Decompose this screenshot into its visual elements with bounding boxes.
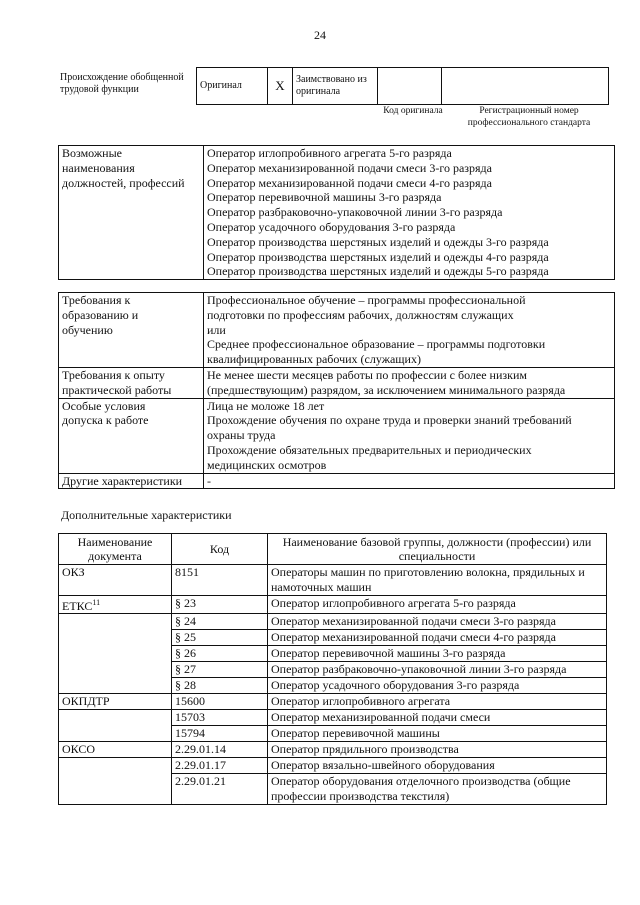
requirement-label-line: практической работы (62, 382, 172, 397)
row-name-line: намоточных машин (271, 579, 372, 594)
header-code: Код (172, 534, 268, 565)
row-doc-text: ЕТКС (62, 598, 93, 613)
row-doc (59, 774, 172, 805)
positions-table (58, 145, 615, 280)
position-item: Оператор механизированной подачи смеси 4-го разряда (207, 175, 492, 190)
additional-header-row (59, 534, 607, 565)
table-row (59, 595, 607, 614)
footnote-ref: 11 (92, 597, 101, 607)
requirement-row-special (59, 398, 615, 473)
row-doc (59, 678, 172, 694)
positions-label-line: должностей, профессий (62, 175, 185, 190)
requirement-label (59, 398, 204, 473)
row-name: Оператор механизированной подачи смеси 3-го разряда (268, 614, 607, 630)
position-item: Оператор производства шерстяных изделий и одежды 5-го разряда (207, 264, 549, 279)
table-row (59, 774, 607, 805)
row-doc (59, 630, 172, 646)
positions-label-line: наименования (62, 160, 135, 175)
requirement-value-line: квалифицированных рабочих (служащих) (207, 352, 421, 367)
row-code: 2.29.01.21 (172, 774, 268, 805)
position-item: Оператор перевивочной машины 3-го разряда (207, 190, 442, 205)
row-name: Оператор перевивочной машины (268, 726, 607, 742)
code-caption: Код оригинала (383, 106, 443, 116)
row-name: Оператор разбраковочно-упаковочной линии 3-го разряда (268, 662, 607, 678)
row-code: § 24 (172, 614, 268, 630)
row-code: § 26 (172, 646, 268, 662)
position-item: Оператор иглопробивного агрегата 5-го разряда (207, 146, 452, 160)
requirement-label-line: Требования к (62, 293, 131, 307)
borrowed-cell: Заимствовано из оригинала (293, 68, 378, 105)
row-name: Оператор вязально-швейного оборудования (268, 758, 607, 774)
table-row (59, 678, 607, 694)
requirement-value-line: (предшествующим) разрядом, за исключением минимального разряда (207, 382, 566, 397)
row-name: Оператор иглопробивного агрегата (268, 694, 607, 710)
original-mark: X (268, 68, 293, 105)
additional-title: Дополнительные характеристики (61, 508, 232, 522)
requirement-label-line: образованию и (62, 307, 139, 322)
row-doc (59, 614, 172, 630)
requirement-row-other (59, 473, 615, 489)
requirement-value-line: Прохождение обучения по охране труда и проверки знаний требований (207, 413, 572, 428)
requirement-value-line: Не менее шести месяцев работы по профессии с более низким (207, 367, 527, 382)
requirement-label (59, 293, 204, 368)
row-doc (59, 662, 172, 678)
table-row (59, 662, 607, 678)
row-doc: ОКПДТР (59, 694, 172, 710)
row-name-line: Оператор оборудования отделочного производства (общие (271, 774, 571, 789)
requirement-value-line: Лица не моложе 18 лет (207, 398, 325, 413)
row-code: 15703 (172, 710, 268, 726)
original-code-cell (378, 68, 442, 105)
requirement-row-education (59, 293, 615, 368)
requirements-table (58, 292, 615, 489)
requirement-value-line: Профессиональное обучение – программы профессиональной (207, 293, 526, 307)
requirement-value (204, 367, 615, 398)
row-name: Оператор усадочного оборудования 3-го разряда (268, 678, 607, 694)
position-item: Оператор производства шерстяных изделий и одежды 4-го разряда (207, 249, 549, 264)
row-code: 2.29.01.17 (172, 758, 268, 774)
table-row (59, 726, 607, 742)
row-code: § 25 (172, 630, 268, 646)
table-row (59, 694, 607, 710)
requirement-label-line: допуска к работе (62, 413, 149, 428)
table-row (59, 742, 607, 758)
row-name (268, 565, 607, 596)
header-doc: Наименование документа (59, 534, 172, 565)
table-row (59, 758, 607, 774)
row-code: § 27 (172, 662, 268, 678)
position-item: Оператор разбраковочно-упаковочной линии 3-го разряда (207, 205, 503, 220)
table-row (59, 630, 607, 646)
requirement-label-line: обучению (62, 322, 113, 337)
requirement-value-line: Прохождение обязательных предварительных и периодических (207, 442, 532, 457)
row-doc (59, 710, 172, 726)
requirement-value-line: Среднее профессиональное образование – программы подготовки (207, 337, 546, 352)
row-code: § 23 (172, 595, 268, 614)
requirement-label (59, 473, 204, 489)
row-doc: ОКЗ (59, 565, 172, 596)
requirement-label (59, 367, 204, 398)
row-doc (59, 726, 172, 742)
original-cell: Оригинал (197, 68, 268, 105)
requirement-value-line: охраны труда (207, 428, 276, 443)
positions-list (204, 146, 615, 280)
requirement-value-line: подготовки по профессиям рабочих, должностям служащих (207, 307, 514, 322)
row-doc: ОКСО (59, 742, 172, 758)
row-name: Оператор механизированной подачи смеси 4-го разряда (268, 630, 607, 646)
row-code: 2.29.01.14 (172, 742, 268, 758)
row-code: 8151 (172, 565, 268, 596)
positions-label (59, 146, 204, 280)
row-name-line: Операторы машин по приготовлению волокна, прядильных и (271, 565, 585, 579)
header-name: Наименование базовой группы, должности (профессии) или специальности (268, 534, 607, 565)
page-number: 24 (314, 28, 326, 42)
requirement-value (204, 398, 615, 473)
row-code: 15600 (172, 694, 268, 710)
positions-label-line: Возможные (62, 146, 122, 160)
requirement-label-line: Особые условия (62, 398, 146, 413)
row-name: Оператор перевивочной машины 3-го разряда (268, 646, 607, 662)
position-item: Оператор производства шерстяных изделий и одежды 3-го разряда (207, 234, 549, 249)
row-code: 15794 (172, 726, 268, 742)
requirement-value-line: или (207, 322, 226, 337)
requirement-value-line: медицинских осмотров (207, 457, 327, 472)
table-row (59, 646, 607, 662)
table-row (59, 565, 607, 596)
row-doc (59, 758, 172, 774)
registration-caption: Регистрационный номер профессионального стандарта (467, 106, 591, 128)
requirement-value-line: - (207, 473, 211, 488)
table-row (59, 710, 607, 726)
additional-table (58, 533, 607, 805)
row-name-line: профессии производства текстиля) (271, 789, 450, 804)
row-name: Оператор механизированной подачи смеси (268, 710, 607, 726)
row-code: § 28 (172, 678, 268, 694)
position-item: Оператор механизированной подачи смеси 3-го разряда (207, 160, 492, 175)
requirement-label-line: Требования к опыту (62, 367, 165, 382)
row-doc (59, 646, 172, 662)
row-name (268, 774, 607, 805)
origin-label: Происхождение обобщенной трудовой функции (60, 72, 184, 95)
row-doc (59, 595, 172, 614)
requirement-label-line: Другие характеристики (62, 473, 183, 488)
origin-table (196, 67, 609, 105)
requirement-row-experience (59, 367, 615, 398)
position-item: Оператор усадочного оборудования 3-го разряда (207, 219, 456, 234)
row-name: Оператор иглопробивного агрегата 5-го разряда (268, 595, 607, 614)
table-row (59, 614, 607, 630)
requirement-value (204, 293, 615, 368)
requirement-value (204, 473, 615, 489)
row-name: Оператор прядильного производства (268, 742, 607, 758)
registration-number-cell (442, 68, 609, 105)
